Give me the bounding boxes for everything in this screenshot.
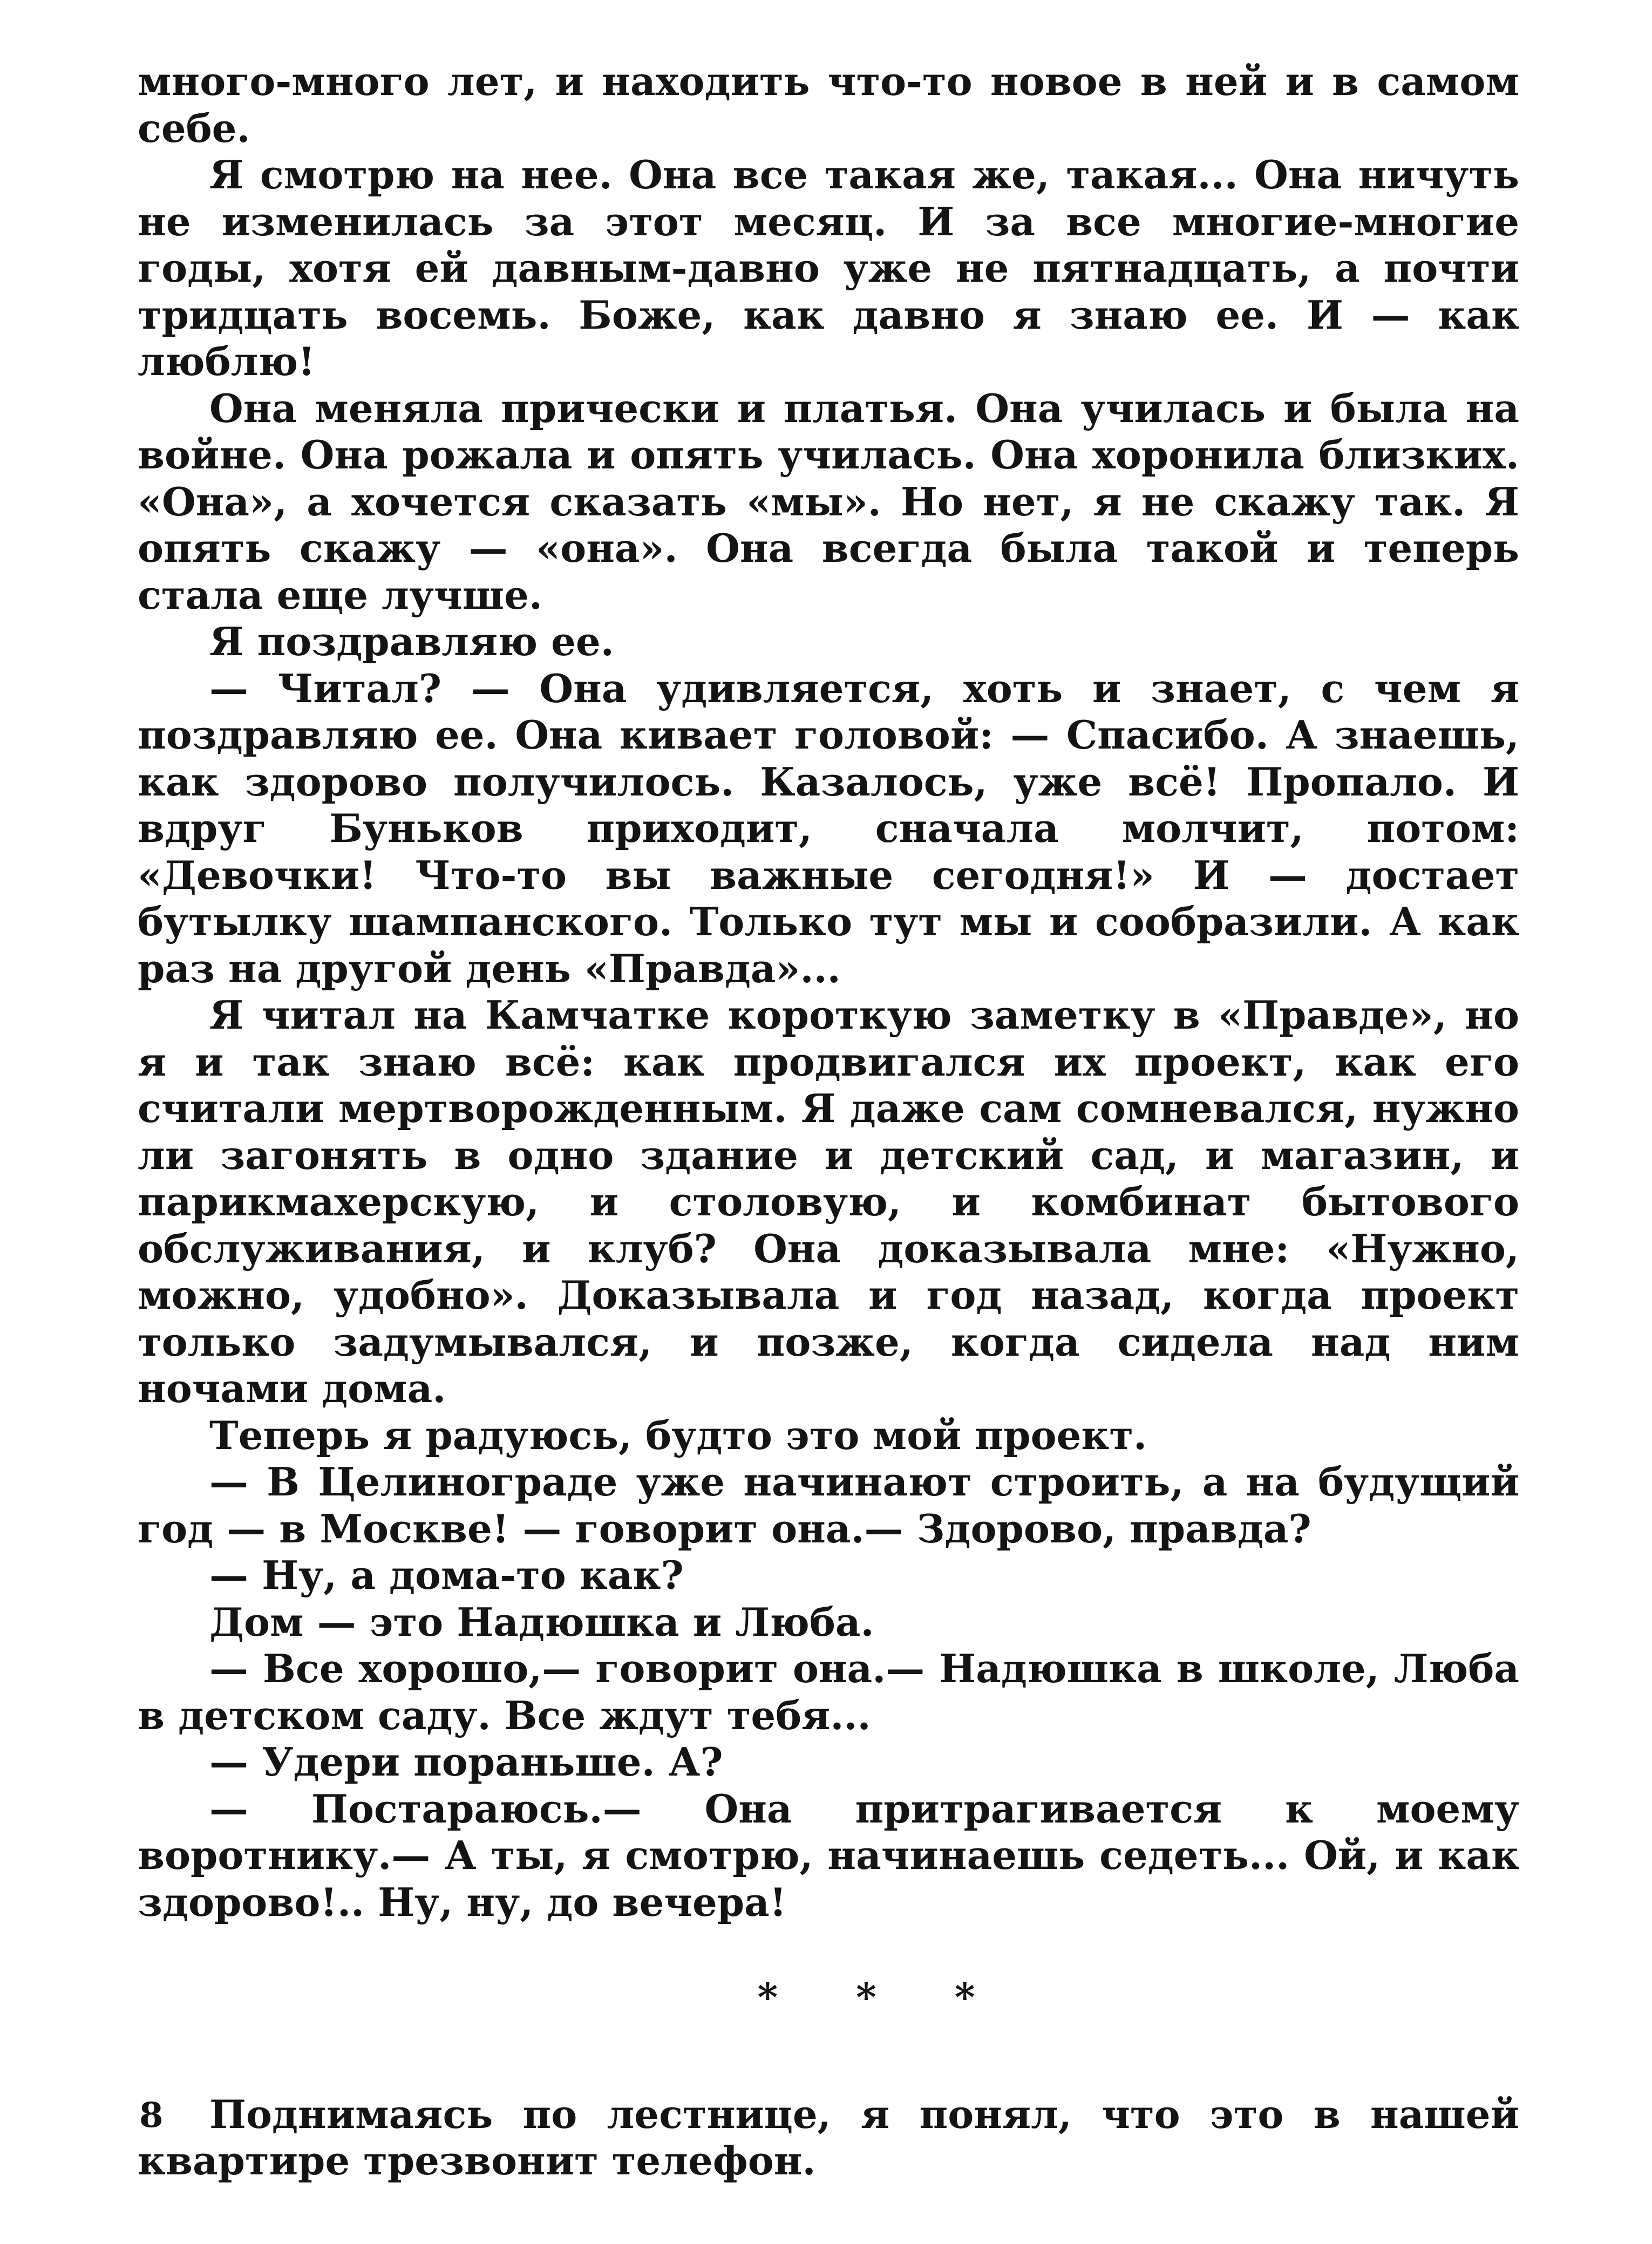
page-number: 8 — [139, 2095, 164, 2136]
paragraph: — Все хорошо,— говорит она.— Надюшка в школе, Люба в детском саду. Все ждут тебя... — [138, 1645, 1519, 1738]
paragraph: Дом — это Надюшка и Люба. — [209, 1599, 874, 1645]
paragraph: Она меняла прически и платья. Она училась и была на войне. Она рожала и опять училась. Она хоронила близких. «Она», а хочется сказать «мы». Но нет, я не скажу так. Я опять скажу — «она». Она всегда была такой и теперь стала еще лучше. — [138, 385, 1519, 618]
paragraph: Теперь я радуюсь, будто это мой проект. — [209, 1412, 1147, 1458]
page-text — [138, 58, 1519, 2185]
paragraph: — В Целинограде уже начинают строить, а на будущий год — в Москве! — говорит она.— Здорово, правда? — [138, 1459, 1519, 1552]
paragraph: — Удери пораньше. А? — [209, 1739, 723, 1785]
paragraph-continued: много-много лет, и находить что-то новое в ней и в самом себе. — [138, 58, 1519, 151]
paragraph: Я поздравляю ее. — [209, 618, 614, 664]
paragraph: — Ну, а дома-то как? — [209, 1552, 684, 1598]
paragraph: Я смотрю на нее. Она все такая же, такая... Она ничуть не изменилась за этот месяц. И за все многие-многие годы, хотя ей давным-давно уже не пятнадцать, а почти тридцать восемь. Боже, как давно я знаю ее. И — как люблю! — [138, 152, 1519, 384]
paragraph: Я читал на Камчатке короткую заметку в «Правде», но я и так знаю всё: как продвигался их проект, как его считали мертворожденным. Я даже сам сомневался, нужно ли загонять в одно здание и детский сад, и магазин, и парикмахерскую, и столовую, и комбинат бытового обслуживания, и клуб? Она доказывала мне: «Нужно, можно, удобно». Доказывала и год назад, когда проект только задумывался, и позже, когда сидела над ним ночами дома. — [138, 992, 1519, 1411]
paragraph: Поднимаясь по лестнице, я понял, что это в нашей квартире трезвонит телефон. — [138, 2091, 1519, 2184]
paragraph: — Постараюсь.— Она притрагивается к моему воротнику.— А ты, я смотрю, начинаешь седеть... Ой, и как здорово!.. Ну, ну, до вечера! — [138, 1785, 1519, 1925]
section-separator: * * * — [757, 1974, 1008, 2020]
paragraph: — Читал? — Она удивляется, хоть и знает, с чем я поздравляю ее. Она кивает головой: — Спасибо. А знаешь, как здорово получилось. Казалось, уже всё! Пропало. И вдруг Буньков приходит, сначала молчит, потом: «Девочки! Что-то вы важные сегодня!» И — достает бутылку шампанского. Только тут мы и сообразили. А как раз на другой день «Правда»... — [138, 665, 1519, 991]
